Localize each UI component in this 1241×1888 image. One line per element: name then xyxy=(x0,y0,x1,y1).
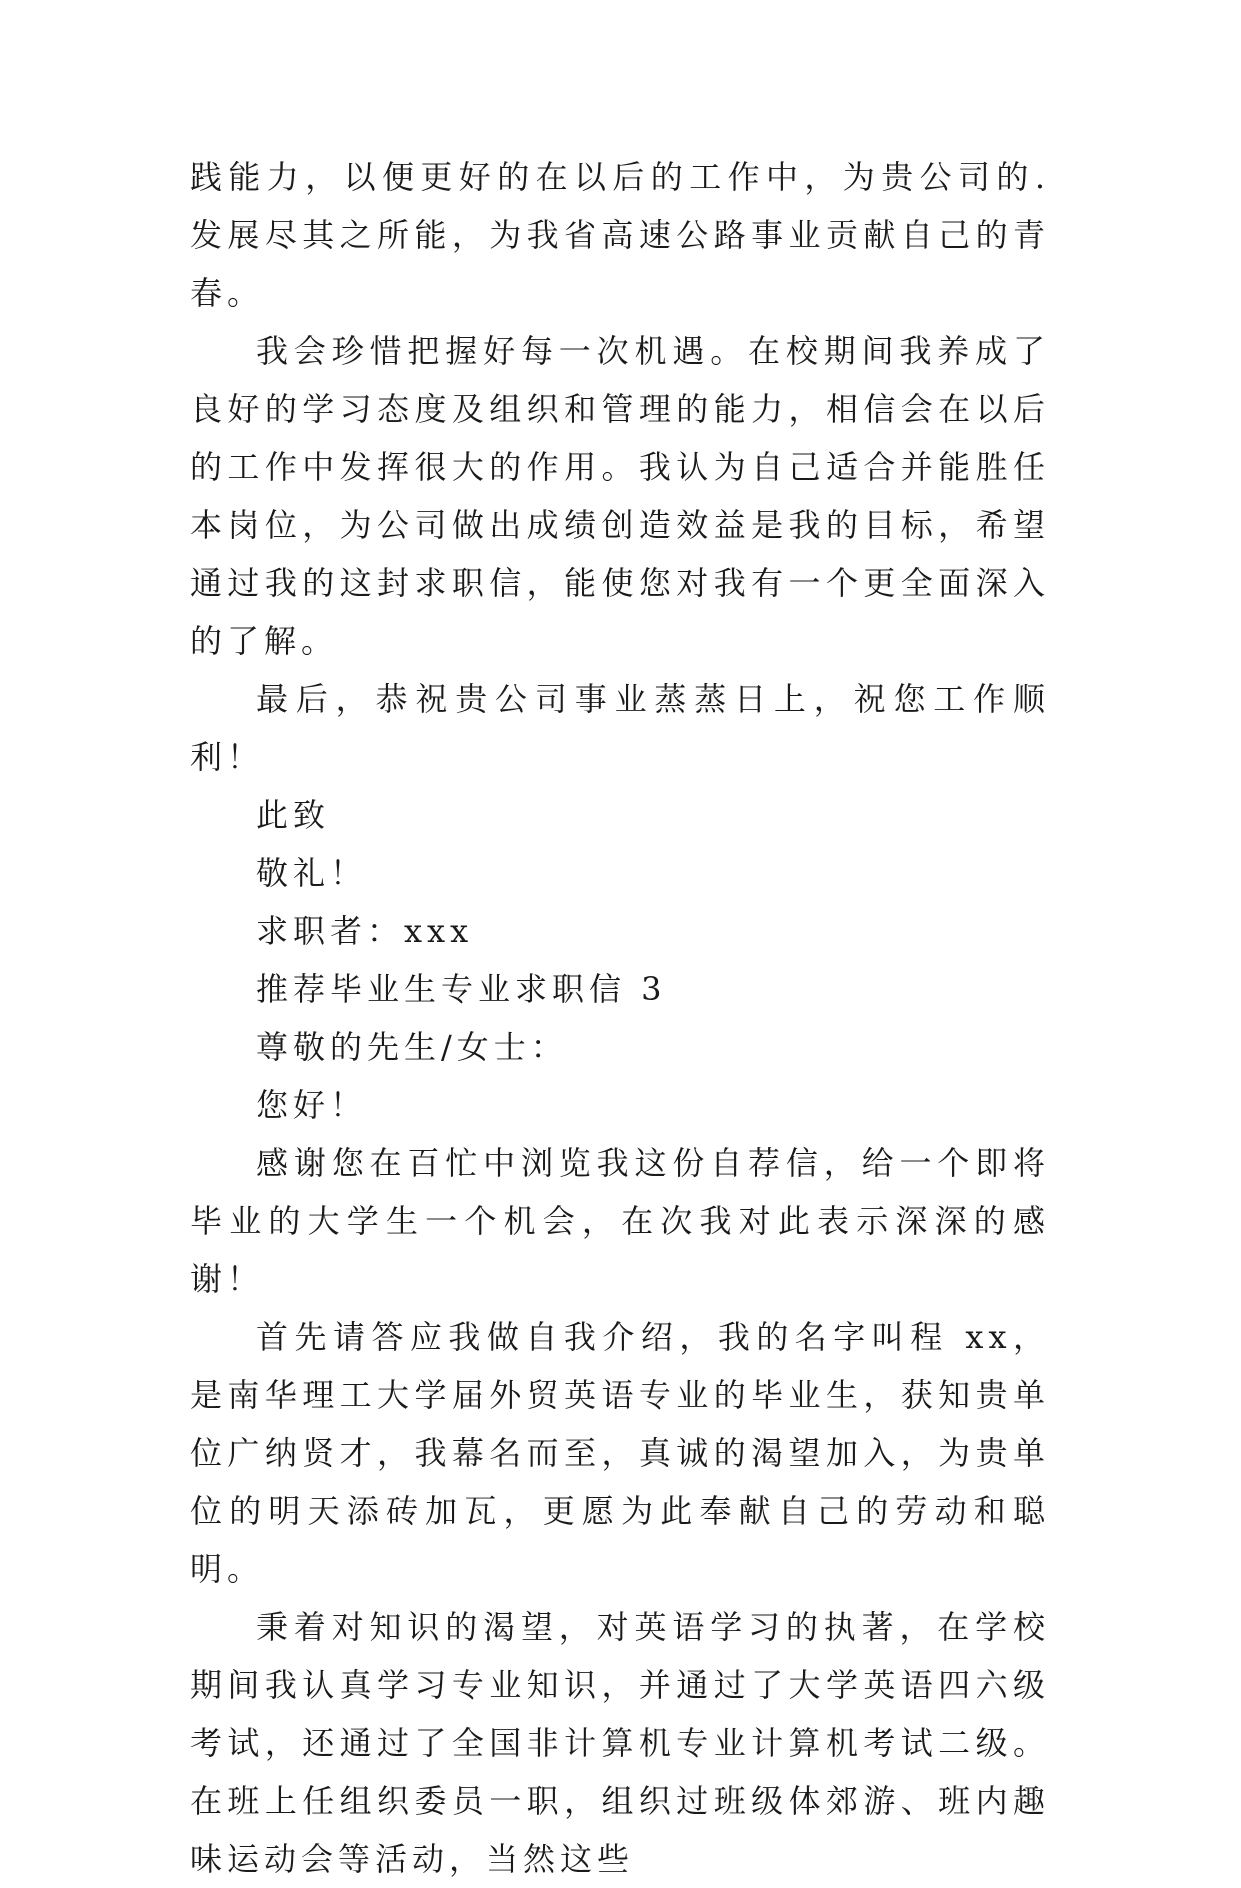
paragraph-wishes: 最后，恭祝贵公司事业蒸蒸日上，祝您工作顺利！ xyxy=(190,680,1050,776)
paragraph-studies: 秉着对知识的渴望，对英语学习的执著，在学校期间我认真学习专业知识，并通过了大学英语四六级考试，还通过了全国非计算机专业计算机考试二级。在班上任组织委员一职，组织过班级体郊游、班内趣味运动会等活动，当然这些 xyxy=(190,1608,1050,1878)
closing-regards: 敬礼！ xyxy=(256,854,368,892)
greeting-address: 尊敬的先生/女士： xyxy=(256,1028,568,1066)
paragraph-continuation: 践能力，以便更好的在以后的工作中，为贵公司的.发展尽其之所能，为我省高速公路事业贡献自己的青春。 xyxy=(190,158,1050,312)
paragraph-thanks: 感谢您在百忙中浏览我这份自荐信，给一个即将毕业的大学生一个机会，在次我对此表示深深的感谢！ xyxy=(190,1144,1050,1298)
greeting-hello: 您好！ xyxy=(256,1086,368,1124)
closing-salutation: 此致 xyxy=(256,796,331,834)
letter-body xyxy=(190,148,1050,1888)
signature-applicant: 求职者：xxx xyxy=(256,912,474,950)
paragraph-introduction: 首先请答应我做自我介绍，我的名字叫程 xx，是南华理工大学届外贸英语专业的毕业生，获知贵单位广纳贤才，我幕名而至，真诚的渴望加入，为贵单位的明天添砖加瓦，更愿为此奉献自己的劳动和聪明。 xyxy=(190,1318,1050,1588)
section-title: 推荐毕业生专业求职信 3 xyxy=(256,970,667,1008)
paragraph-opportunity: 我会珍惜把握好每一次机遇。在校期间我养成了良好的学习态度及组织和管理的能力，相信会在以后的工作中发挥很大的作用。我认为自己适合并能胜任本岗位，为公司做出成绩创造效益是我的目标，希望通过我的这封求职信，能使您对我有一个更全面深入的了解。 xyxy=(190,332,1050,660)
